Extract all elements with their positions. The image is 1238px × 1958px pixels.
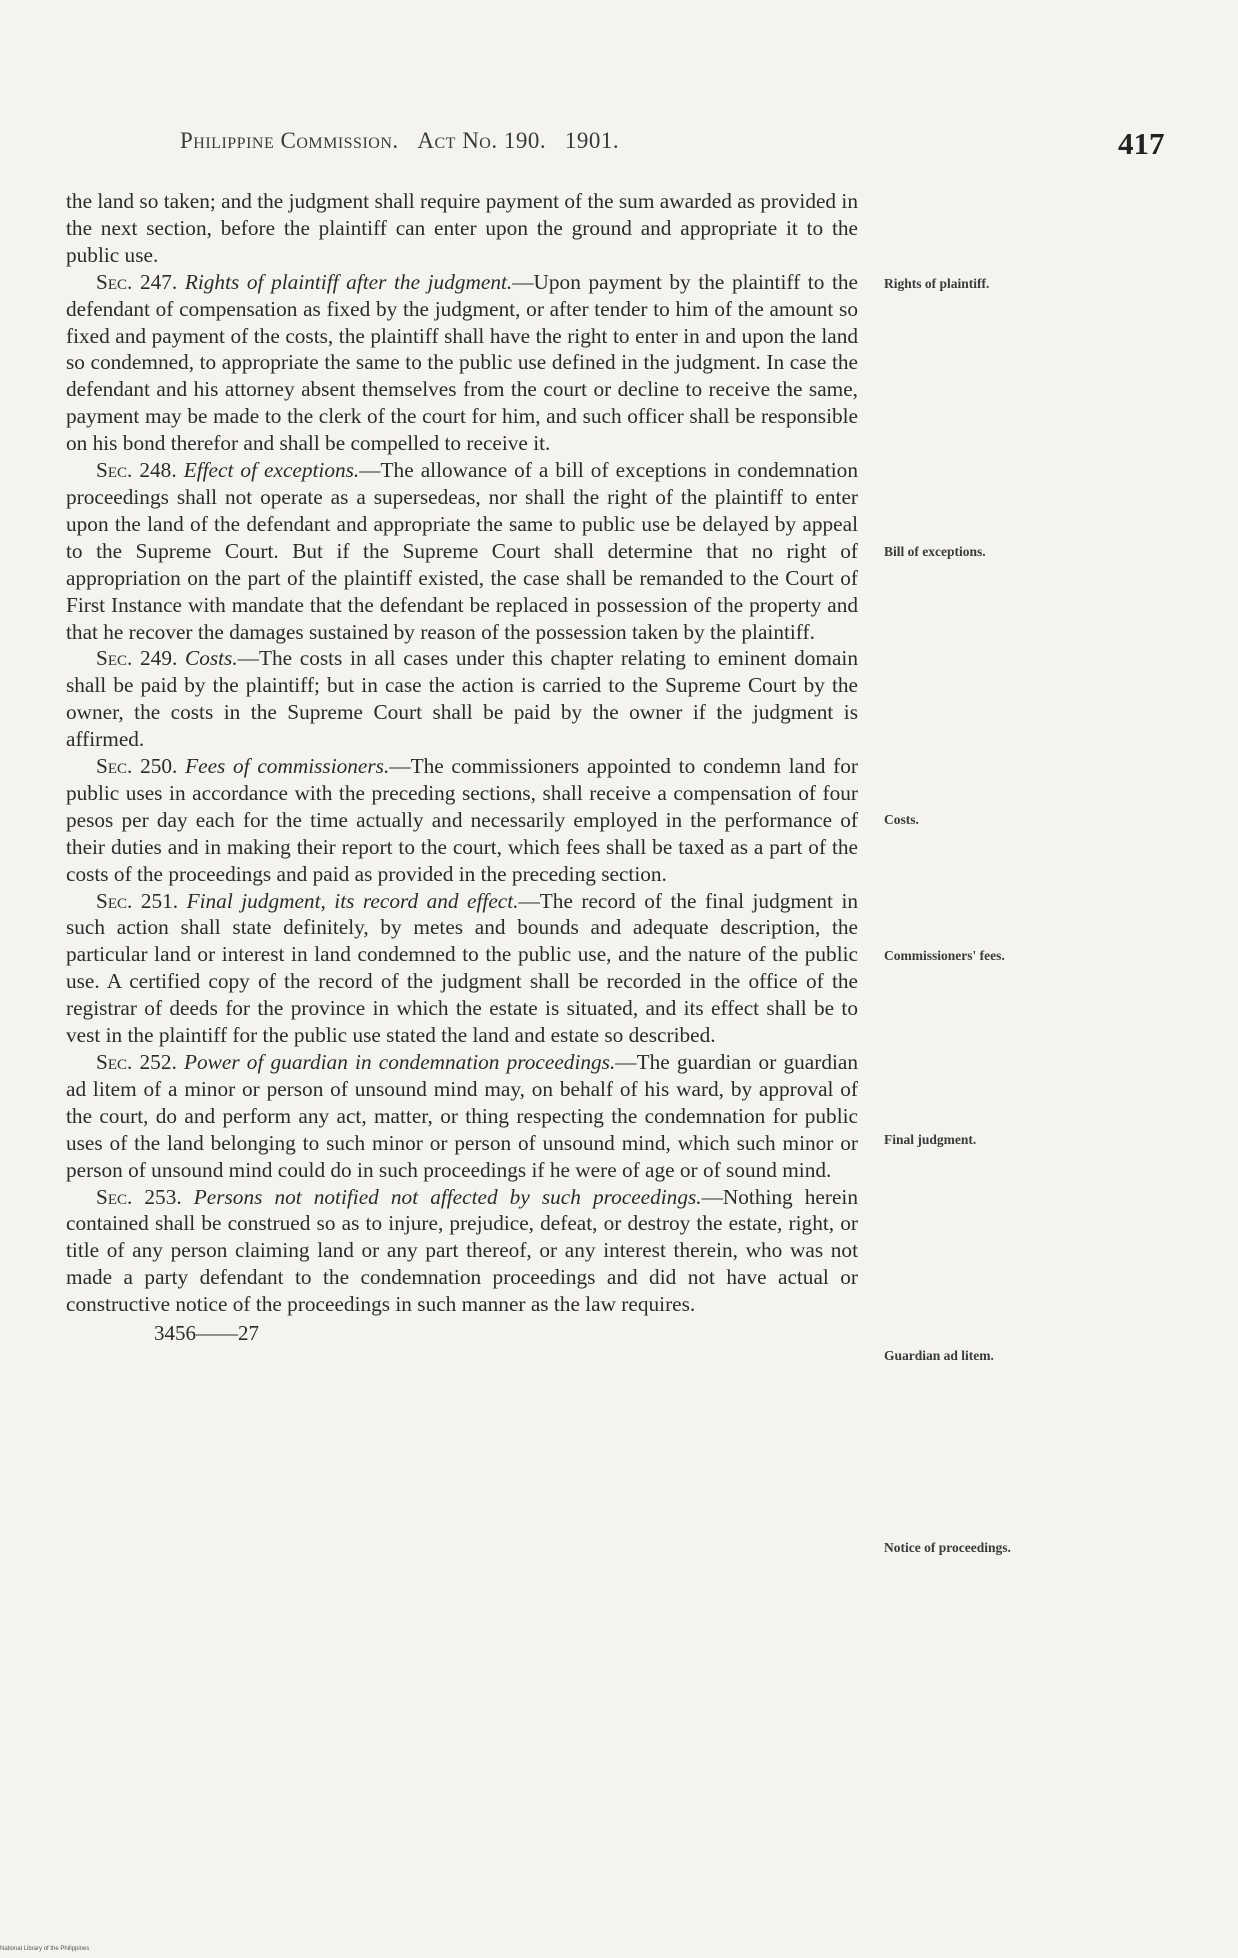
section-252 [66, 1049, 858, 1184]
section-body: —Nothing herein contained shall be construed so as to injure, prejudice, defeat, or destroy the estate, right, or title of any person claiming land or any part thereof, or any interest therein, who was not made a party defendant to the condemnation proceedings and did not have actual or constructive notice of the proceedings in such manner as the law requires. [66, 1184, 858, 1317]
section-body: —The guardian or guardian ad litem of a minor or person of unsound mind may, on behalf of his ward, by approval of the court, do and perform any act, matter, or thing respecting the condemnation for public uses of the land belonging to such minor or person of unsound mind, which such minor or person of unsound mind could do in such proceedings if he were of age or of sound mind. [66, 1050, 858, 1182]
section-number: Sec. 251. [96, 888, 179, 913]
section-253 [66, 1184, 858, 1319]
section-title: Final judgment, its record and effect. [186, 888, 519, 913]
section-body: —The allowance of a bill of exceptions in condemnation proceedings shall not operate as a supersedeas, nor shall the right of the plaintiff to enter upon the land of the defendant and appropriate the same to public use be delayed by appeal to the Supreme Court. But if the Supreme Court shall determine that no right of appropriation on the part of the plaintiff existed, the case shall be remanded to the Court of First Instance with mandate that the defendant be replaced in possession of the property and that he recover the damages sustained by reason of the possession taken by the plaintiff. [66, 458, 858, 644]
section-250 [66, 753, 858, 888]
margin-note-notice-of-proceedings: Notice of proceedings. [884, 1540, 1011, 1555]
margin-note-commissioners-fees: Commissioners' fees. [884, 948, 1005, 963]
section-title: Costs. [184, 646, 238, 671]
section-number: Sec. 252. [96, 1050, 177, 1074]
running-head [180, 128, 760, 154]
running-head-act: Act No. 190. [417, 128, 547, 153]
margin-note-final-judgment: Final judgment. [884, 1132, 977, 1147]
section-title: Persons not notified not affected by such proceedings. [193, 1184, 702, 1209]
continuation-paragraph: the land so taken; and the judgment shall require payment of the sum awarded as provided in the next section, before the plaintiff can enter upon the ground and appropriate it to the public use. [66, 189, 858, 267]
signature-mark: 3456——27 [154, 1321, 259, 1346]
section-248 [66, 457, 858, 645]
section-body: —Upon payment by the plaintiff to the defendant of compensation as fixed by the judgment, or after tender to him of the amount so fixed and payment of the costs, the plaintiff shall have the right to enter in and upon the land so condemned, to appropriate the same to the public use defined in the judgment. In case the defendant and his attorney absent themselves from the court or decline to receive the same, payment may be made to the clerk of the court for him, and such officer shall be responsible on his bond therefor and shall be compelled to receive it. [66, 269, 859, 456]
section-number: Sec. 249. [96, 646, 178, 671]
section-number: Sec. 248. [96, 458, 177, 483]
section-title: Rights of plaintiff after the judgment. [184, 269, 513, 294]
section-title: Power of guardian in condemnation proceedings. [184, 1050, 616, 1074]
section-number: Sec. 253. [96, 1184, 182, 1209]
footer-attribution: National Library of the Philippines [0, 1946, 90, 1952]
running-head-year: 1901. [564, 128, 620, 153]
section-249 [66, 645, 858, 753]
section-title: Fees of commissioners. [185, 754, 390, 779]
section-251 [66, 888, 858, 1049]
section-247 [66, 269, 858, 457]
running-head-commission: Philippine Commission. [180, 128, 399, 153]
margin-note-guardian-ad-litem: Guardian ad litem. [884, 1348, 994, 1363]
main-text [66, 188, 858, 1347]
section-body: —The commissioners appointed to condemn land for public uses in accordance with the preceding sections, shall receive a compensation of four pesos per day each for the time actually and necessarily employed in the performance of their duties and in making their report to the court, which fees shall be taxed as a part of the costs of the proceedings and paid as provided in the preceding section. [66, 754, 859, 886]
section-body: —The costs in all cases under this chapter relating to eminent domain shall be paid by the plaintiff; but in case the action is carried to the Supreme Court by the owner, the costs in the Supreme Court shall be paid by the owner if the judgment is affirmed. [66, 646, 858, 752]
margin-note-rights-of-plaintiff: Rights of plaintiff. [884, 276, 990, 291]
section-number: Sec. 247. [96, 269, 178, 294]
margin-note-bill-of-exceptions: Bill of exceptions. [884, 544, 986, 559]
margin-note-costs: Costs. [884, 812, 919, 827]
page-number: 417 [1118, 126, 1165, 161]
section-body: —The record of the final judgment in such action shall state definitely, by metes and bounds and adequate description, the particular land or interest in land condemned to the public use, and the nature of the public use. A certified copy of the record of the judgment shall be recorded in the office of the registrar of deeds for the province in which the estate is situated, and its effect shall be to vest in the plaintiff for the public use stated the land and estate so described. [66, 888, 859, 1048]
section-number: Sec. 250. [96, 754, 178, 779]
section-title: Effect of exceptions. [183, 458, 360, 483]
